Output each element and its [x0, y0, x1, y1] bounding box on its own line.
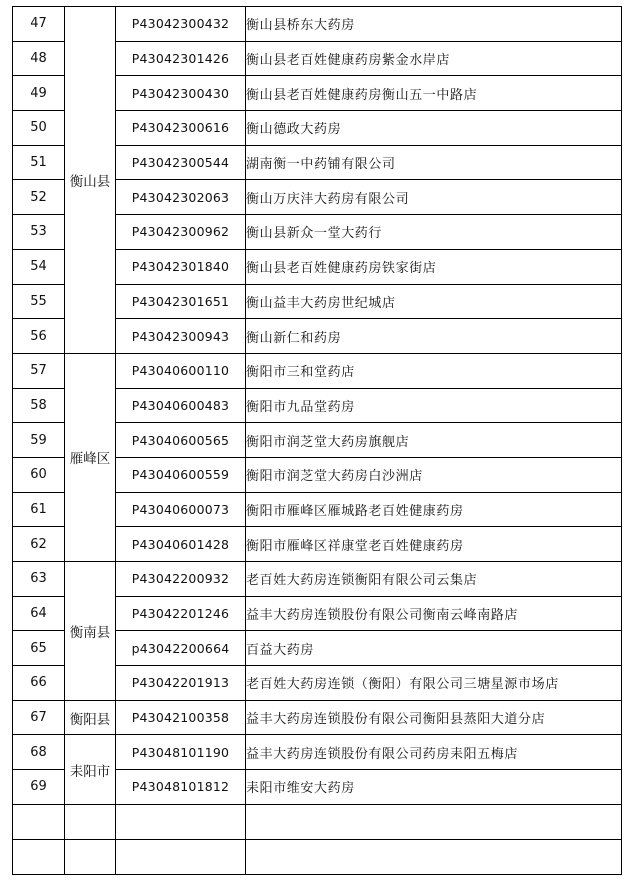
pharmacy-name: 衡阳市雁峰区祥康堂老百姓健康药房	[246, 527, 622, 562]
row-number: 51	[13, 145, 65, 180]
pharmacy-name: 衡阳市润芝堂大药房旗舰店	[246, 423, 622, 458]
blank-row	[13, 839, 622, 874]
row-number: 49	[13, 76, 65, 111]
license-code: p43042200664	[116, 631, 246, 666]
pharmacy-name: 老百姓大药房连锁（衡阳）有限公司三塘星源市场店	[246, 666, 622, 701]
row-number: 66	[13, 666, 65, 701]
pharmacy-name: 衡阳市雁峰区雁城路老百姓健康药房	[246, 492, 622, 527]
pharmacy-name: 衡山新仁和药房	[246, 319, 622, 354]
row-number: 58	[13, 388, 65, 423]
license-code: P43042300616	[116, 111, 246, 146]
license-code: P43048101190	[116, 735, 246, 770]
license-code: P43040600073	[116, 492, 246, 527]
pharmacy-name: 衡山万庆沣大药房有限公司	[246, 180, 622, 215]
license-code: P43040600110	[116, 353, 246, 388]
license-code: P43042201913	[116, 666, 246, 701]
row-number: 57	[13, 353, 65, 388]
district-cell: 耒阳市	[65, 735, 116, 804]
pharmacy-name: 衡阳市三和堂药店	[246, 353, 622, 388]
license-code: P43042300943	[116, 319, 246, 354]
pharmacy-name: 衡山县老百姓健康药房紫金水岸店	[246, 41, 622, 76]
license-code: P43040601428	[116, 527, 246, 562]
row-number: 64	[13, 596, 65, 631]
table-row	[13, 353, 622, 388]
blank-cell	[246, 804, 622, 839]
pharmacy-name: 衡山益丰大药房世纪城店	[246, 284, 622, 319]
table-row	[13, 562, 622, 597]
pharmacy-name: 益丰大药房连锁股份有限公司衡阳县蒸阳大道分店	[246, 700, 622, 735]
blank-cell	[246, 839, 622, 874]
license-code: P43042300430	[116, 76, 246, 111]
blank-cell	[116, 839, 246, 874]
row-number: 62	[13, 527, 65, 562]
district-cell: 衡山县	[65, 7, 116, 354]
row-number: 48	[13, 41, 65, 76]
row-number: 52	[13, 180, 65, 215]
row-number: 47	[13, 7, 65, 42]
license-code: P43042302063	[116, 180, 246, 215]
pharmacy-name: 衡山县新众一堂大药行	[246, 215, 622, 250]
pharmacy-name: 耒阳市维安大药房	[246, 770, 622, 805]
row-number: 55	[13, 284, 65, 319]
blank-cell	[65, 804, 116, 839]
table-row	[13, 700, 622, 735]
license-code: P43040600483	[116, 388, 246, 423]
blank-cell	[13, 839, 65, 874]
pharmacy-name: 益丰大药房连锁股份有限公司药房耒阳五梅店	[246, 735, 622, 770]
blank-cell	[116, 804, 246, 839]
pharmacy-name: 衡阳市润芝堂大药房白沙洲店	[246, 457, 622, 492]
row-number: 63	[13, 562, 65, 597]
license-code: P43042200932	[116, 562, 246, 597]
row-number: 68	[13, 735, 65, 770]
blank-cell	[13, 804, 65, 839]
table-row	[13, 7, 622, 42]
pharmacy-name: 老百姓大药房连锁衡阳有限公司云集店	[246, 562, 622, 597]
pharmacy-table	[12, 6, 622, 875]
district-cell: 衡南县	[65, 562, 116, 701]
district-cell: 衡阳县	[65, 700, 116, 735]
pharmacy-name: 百益大药房	[246, 631, 622, 666]
license-code: P43040600559	[116, 457, 246, 492]
pharmacy-name: 衡山县桥东大药房	[246, 7, 622, 42]
blank-cell	[65, 839, 116, 874]
pharmacy-table-body	[13, 7, 622, 875]
license-code: P43042201246	[116, 596, 246, 631]
row-number: 53	[13, 215, 65, 250]
license-code: P43042301651	[116, 284, 246, 319]
row-number: 60	[13, 457, 65, 492]
row-number: 59	[13, 423, 65, 458]
license-code: P43040600565	[116, 423, 246, 458]
license-code: P43042100358	[116, 700, 246, 735]
pharmacy-name: 衡山县老百姓健康药房衡山五一中路店	[246, 76, 622, 111]
license-code: P43042301840	[116, 249, 246, 284]
license-code: P43042300962	[116, 215, 246, 250]
license-code: P43048101812	[116, 770, 246, 805]
license-code: P43042300432	[116, 7, 246, 42]
row-number: 54	[13, 249, 65, 284]
license-code: P43042301426	[116, 41, 246, 76]
pharmacy-name: 衡山县老百姓健康药房铁家街店	[246, 249, 622, 284]
pharmacy-name: 衡山德政大药房	[246, 111, 622, 146]
row-number: 61	[13, 492, 65, 527]
row-number: 56	[13, 319, 65, 354]
district-cell: 雁峰区	[65, 353, 116, 561]
pharmacy-name: 益丰大药房连锁股份有限公司衡南云峰南路店	[246, 596, 622, 631]
row-number: 50	[13, 111, 65, 146]
row-number: 69	[13, 770, 65, 805]
blank-row	[13, 804, 622, 839]
license-code: P43042300544	[116, 145, 246, 180]
row-number: 67	[13, 700, 65, 735]
table-row	[13, 735, 622, 770]
pharmacy-name: 衡阳市九品堂药房	[246, 388, 622, 423]
pharmacy-name: 湖南衡一中药铺有限公司	[246, 145, 622, 180]
row-number: 65	[13, 631, 65, 666]
